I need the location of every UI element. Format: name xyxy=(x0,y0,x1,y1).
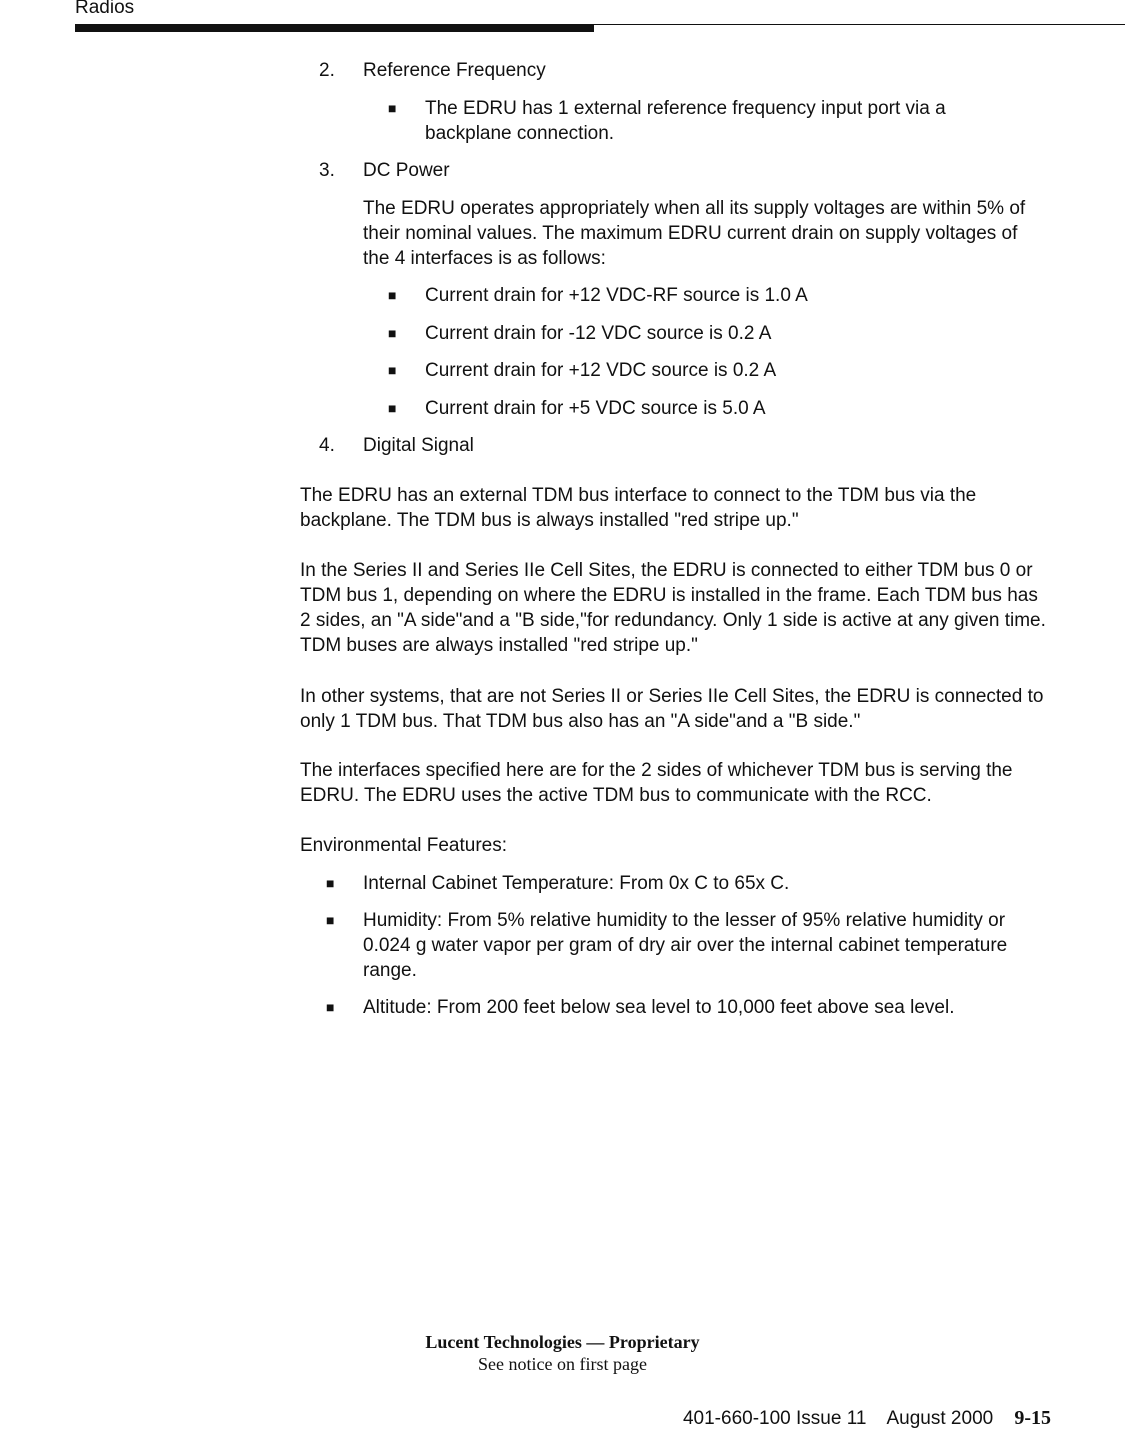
bullet-text: Humidity: From 5% relative humidity to the lesser of 95% relative humidity or 0.024 g water vapor per gram of dry air over the internal cabinet temperature range. xyxy=(363,910,1008,981)
item-number: 2. xyxy=(319,60,335,81)
item-title: DC Power xyxy=(363,160,450,181)
bullet-icon: ■ xyxy=(388,362,397,378)
bullet-text: Current drain for +5 VDC source is 5.0 A xyxy=(425,398,766,419)
doc-identifier: 401-660-100 Issue 11 August 2000 xyxy=(682,1408,994,1429)
body-paragraph: In the Series II and Series IIe Cell Sites, the EDRU is connected to either TDM bus 0 or TDM bus 1, depending on where the EDRU is installed in the frame. Each TDM bus has 2 sides, an "A side"and a "B side,"for redundancy. Only 1 side is active at any given time. TDM buses are always installed "red stripe up." xyxy=(300,560,1046,656)
bullet-text: Current drain for +12 VDC-RF source is 1.0 A xyxy=(425,285,808,306)
item-title: Reference Frequency xyxy=(363,60,546,81)
item-intro: The EDRU operates appropriately when all its supply voltages are within 5% of their nominal values. The maximum EDRU current drain on supply voltages of the 4 interfaces is as follows: xyxy=(363,198,1026,269)
footer-doc-info xyxy=(400,1406,1051,1431)
bullet-text: The EDRU has 1 external reference frequency input port via a backplane connection. xyxy=(425,98,946,144)
footer-company: Lucent Technologies — Proprietary xyxy=(425,1332,700,1352)
body-paragraph: The interfaces specified here are for the 2 sides of whichever TDM bus is serving the EDRU. The EDRU uses the active TDM bus to communicate with the RCC. xyxy=(300,760,1013,806)
section-heading: Environmental Features: xyxy=(300,835,507,856)
header-rule-bar xyxy=(75,24,594,32)
bullet-icon: ■ xyxy=(326,999,335,1015)
bullet-icon: ■ xyxy=(388,325,397,341)
running-header: Radios xyxy=(75,0,135,18)
body-paragraph: In other systems, that are not Series II or Series IIe Cell Sites, the EDRU is connected to only 1 TDM bus. That TDM bus also has an "A side"and a "B side." xyxy=(300,686,1044,732)
bullet-icon: ■ xyxy=(326,875,335,891)
bullet-icon: ■ xyxy=(388,287,397,303)
bullet-icon: ■ xyxy=(388,400,397,416)
footer-notice: See notice on first page xyxy=(478,1354,647,1374)
bullet-text: Altitude: From 200 feet below sea level to 10,000 feet above sea level. xyxy=(363,997,955,1018)
bullet-icon: ■ xyxy=(388,100,397,116)
page-number: 9-15 xyxy=(1014,1407,1051,1429)
bullet-text: Internal Cabinet Temperature: From 0x C to 65x C. xyxy=(363,873,790,894)
bullet-text: Current drain for -12 VDC source is 0.2 A xyxy=(425,323,772,344)
item-number: 3. xyxy=(319,160,335,181)
bullet-text: Current drain for +12 VDC source is 0.2 A xyxy=(425,360,777,381)
bullet-icon: ■ xyxy=(326,912,335,928)
body-paragraph: The EDRU has an external TDM bus interface to connect to the TDM bus via the backplane. The TDM bus is always installed "red stripe up." xyxy=(300,485,977,531)
item-title: Digital Signal xyxy=(363,435,474,456)
item-number: 4. xyxy=(319,435,335,456)
